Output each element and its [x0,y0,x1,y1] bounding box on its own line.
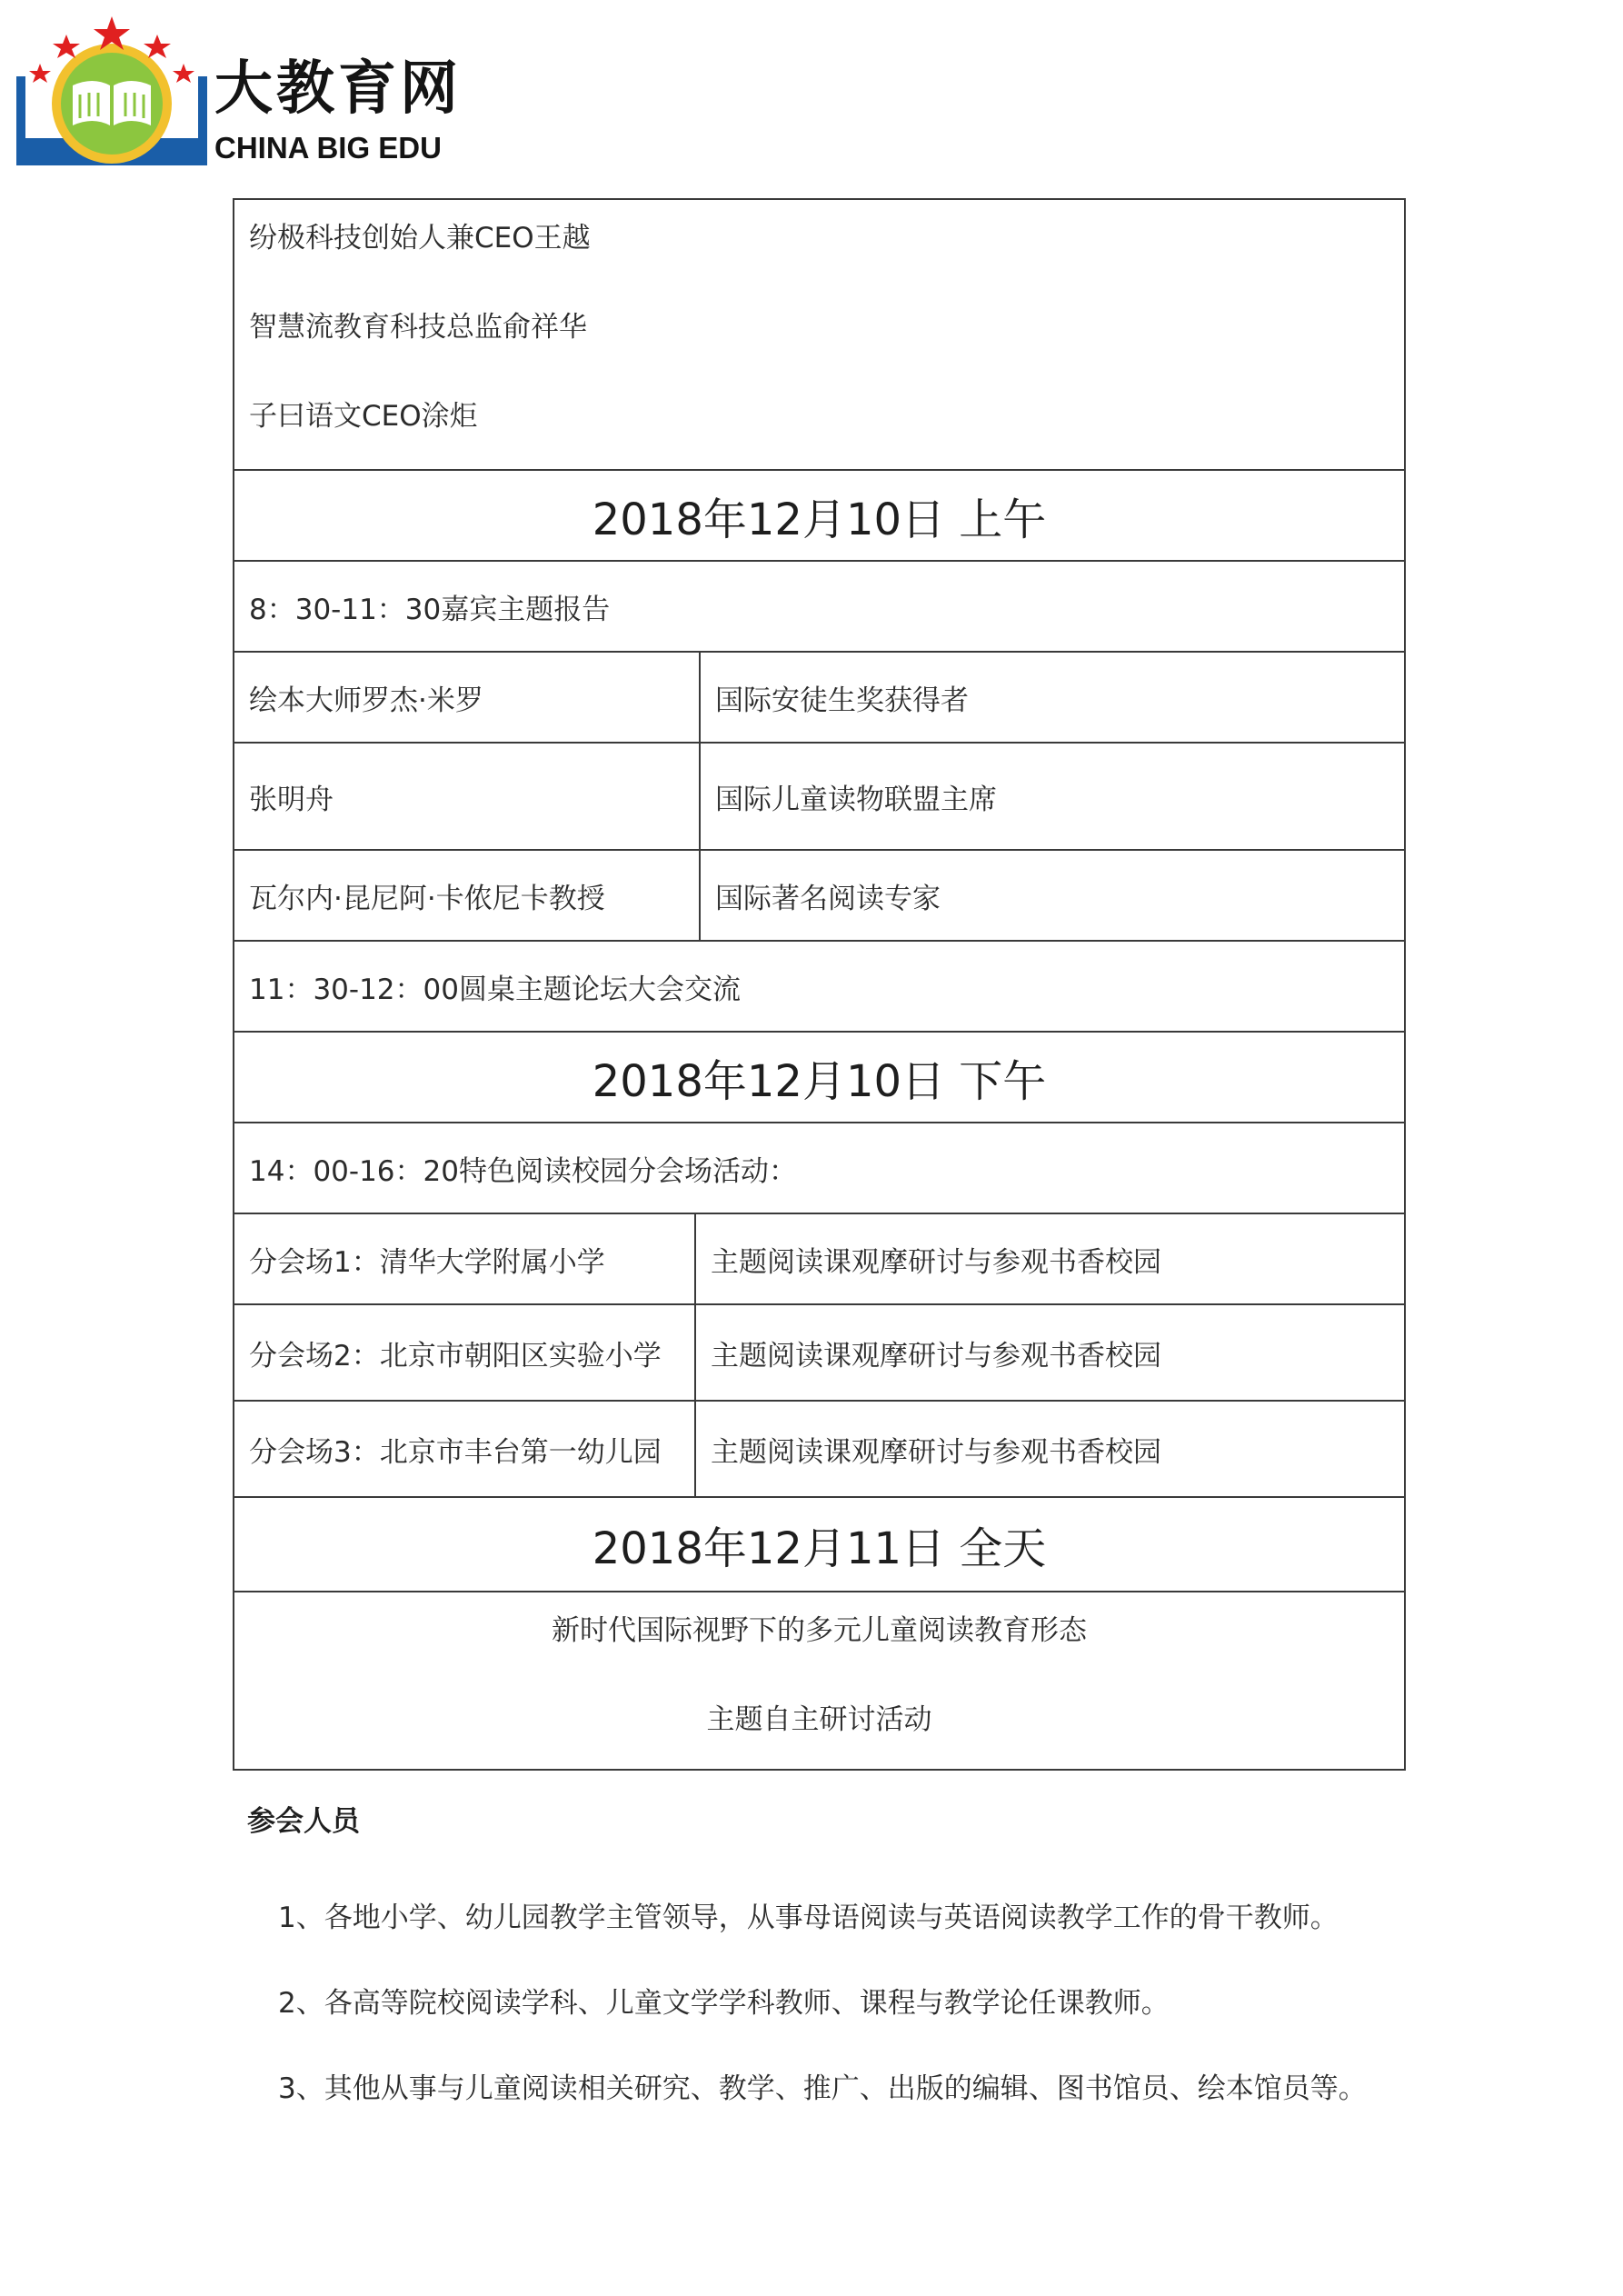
schedule-table [233,198,1406,1771]
venue-activity: 主题阅读课观摩研讨与参观书香校园 [711,1339,1161,1373]
speaker-row [234,742,1404,849]
forum-time: 11：30-12：00圆桌主题论坛大会交流 [249,973,741,1006]
guest-list [234,200,591,469]
morning-date-row [234,469,1404,560]
attendees-heading: 参会人员 [247,1805,360,1838]
speaker-title: 国际著名阅读专家 [715,882,941,915]
guest-item: 智慧流教育科技总监俞祥华 [249,311,587,344]
venue-name: 分会场3：北京市丰台第一幼儿园 [234,1402,696,1496]
venue-row [234,1213,1404,1303]
morning-date-heading: 2018年12月10日 上午 [592,494,1047,545]
guest-list-row [234,200,1404,469]
logo-name-en: CHINA BIG EDU [214,131,442,165]
forum-row [234,940,1404,1031]
logo [16,13,489,167]
logo-emblem-icon [16,13,207,167]
day2-date-row [234,1496,1404,1591]
afternoon-date-heading: 2018年12月10日 下午 [592,1055,1047,1107]
venue-row [234,1400,1404,1496]
venue-row [234,1303,1404,1400]
venue-name: 分会场1：清华大学附属小学 [234,1214,696,1303]
logo-name-cn: 大教育网 [214,55,462,123]
afternoon-date-row [234,1031,1404,1122]
keynote-time: 8：30-11：30嘉宾主题报告 [249,593,611,626]
day2-topic [234,1592,1404,1771]
session-row [234,1122,1404,1213]
speaker-row [234,651,1404,742]
speaker-name: 瓦尔内·昆尼阿·卡侬尼卡教授 [234,851,701,940]
speaker-title: 国际儿童读物联盟主席 [715,783,997,816]
keynote-row [234,560,1404,651]
venue-name: 分会场2：北京市朝阳区实验小学 [234,1305,696,1400]
day2-topic-row [234,1591,1404,1769]
guest-item: 纷极科技创始人兼CEO王越 [249,222,591,255]
day2-topic-line: 主题自主研讨活动 [706,1703,932,1736]
attendee-item: 2、各高等院校阅读学科、儿童文学学科教师、课程与教学论任课教师。 [278,1987,1170,2020]
session-time: 14：00-16：20特色阅读校园分会场活动： [249,1154,797,1188]
attendee-item: 1、各地小学、幼儿园教学主管领导，从事母语阅读与英语阅读教学工作的骨干教师。 [278,1902,1339,1934]
speaker-name: 张明舟 [234,744,701,849]
day2-topic-line: 新时代国际视野下的多元儿童阅读教育形态 [552,1614,1087,1647]
venue-activity: 主题阅读课观摩研讨与参观书香校园 [711,1245,1161,1279]
guest-item: 子曰语文CEO涂炬 [249,400,478,433]
day2-date-heading: 2018年12月11日 全天 [592,1522,1047,1574]
speaker-name: 绘本大师罗杰·米罗 [234,653,701,742]
speaker-title: 国际安徒生奖获得者 [715,684,969,717]
speaker-row [234,849,1404,940]
venue-activity: 主题阅读课观摩研讨与参观书香校园 [711,1435,1161,1469]
attendee-item: 3、其他从事与儿童阅读相关研究、教学、推广、出版的编辑、图书馆员、绘本馆员等。 [278,2072,1367,2105]
